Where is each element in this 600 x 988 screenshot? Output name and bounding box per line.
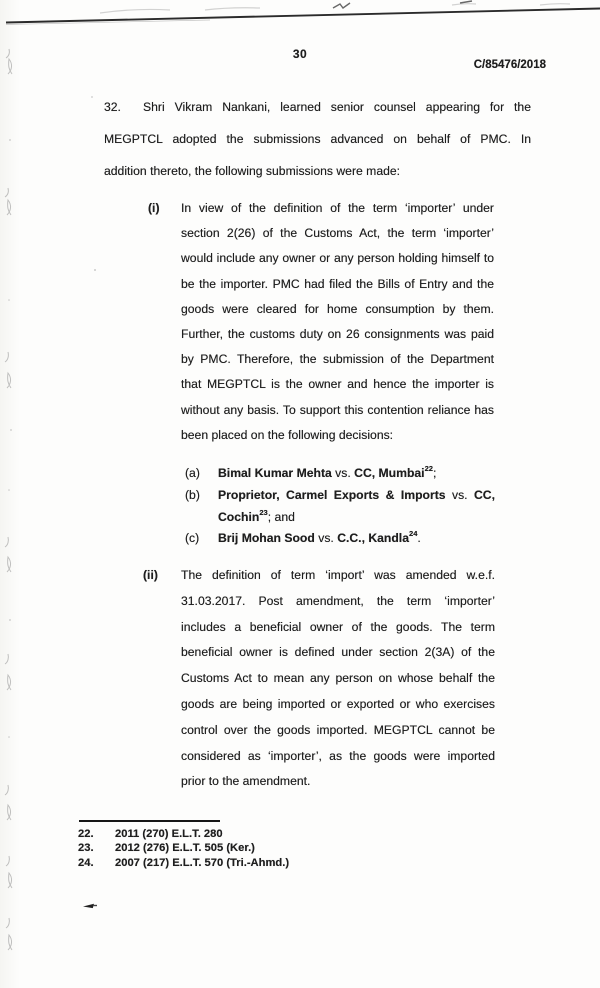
text-line: goods are being imported or exported or who exercises (181, 696, 495, 711)
footnote-ref: 23 (259, 507, 268, 517)
footnote-row (78, 827, 398, 841)
text-line: beneficial owner is defined under section 2(3A) of the (181, 645, 495, 660)
submission-item-i (148, 196, 494, 448)
text-line: Further, the customs duty on 26 consignments was paid (181, 327, 494, 342)
decision-list (185, 463, 495, 550)
decision-label: (c) (185, 531, 200, 546)
text-line: be the importer. PMC had filed the Bills of Entry and the (181, 276, 494, 291)
text-line: 31.03.2017. Post amendment, the term ‘importer’ (181, 593, 495, 608)
text-line: control over the goods imported. MEGPTCL cannot be (181, 722, 495, 737)
text-line (104, 91, 531, 123)
footnote-number: 24. (78, 856, 94, 869)
text-line: goods were cleared for home consumption by them. (181, 301, 494, 316)
text-line (218, 507, 495, 529)
text-line: prior to the amendment. (181, 774, 311, 789)
case-number: C/85476/2018 (473, 59, 546, 71)
scan-smudges-top (100, 4, 570, 13)
footnote-separator (79, 820, 220, 822)
decision-item-a (185, 463, 495, 485)
paragraph-32 (104, 91, 531, 187)
text-line: would include any owner or any person holding himself to (181, 251, 494, 266)
page-number: 30 (292, 47, 308, 61)
citation-suffix: . (417, 531, 421, 546)
scan-edge-line (6, 9, 600, 23)
text-line: The definition of term ‘import’ was amended w.e.f. (181, 568, 495, 582)
arrow-mark (83, 904, 97, 908)
text-line: addition thereto, the following submissions were made: (104, 164, 401, 178)
footnote-row (78, 841, 398, 855)
footnote-citation: 2011 (270) E.L.T. 280 (115, 828, 223, 840)
text-line: MEGPTCL adopted the submissions advanced on behalf of PMC. In (104, 132, 531, 146)
paragraph-number: 32. (104, 100, 121, 114)
citation-suffix: ; and (267, 509, 295, 524)
decision-label: (a) (185, 466, 200, 480)
party-name: Bimal Kumar Mehta (218, 466, 332, 480)
versus: vs. (451, 487, 468, 502)
text-line: section 2(26) of the Customs Act, the term ‘importer’ (181, 226, 494, 241)
text-line: Customs Act to mean any person on whose behalf the (181, 671, 495, 686)
text-line: without any basis. To support this contention reliance has (181, 402, 494, 417)
footnote-citation: 2012 (276) E.L.T. 505 (Ker.) (115, 842, 255, 855)
text-line: considered as ‘importer’, as the goods were imported (181, 748, 495, 763)
footnote-ref: 24 (408, 529, 418, 539)
decision-item-c (185, 528, 495, 550)
footnote-row (78, 856, 398, 870)
footnote-ref: 22 (424, 463, 434, 473)
text-line: been placed on the following decisions: (181, 427, 394, 442)
paragraph-text: Shri Vikram Nankani, learned senior counsel appearing for the (143, 100, 531, 114)
text-line: includes a beneficial owner of the goods. The term (181, 619, 495, 634)
versus: vs. (318, 531, 334, 546)
versus: vs. (335, 466, 351, 480)
scan-smudges-left-margin (5, 49, 12, 950)
party-name: Brij Mohan Sood (218, 531, 315, 546)
footnote-number: 22. (78, 828, 94, 840)
party-name: C.C., Kandla (337, 531, 409, 546)
party-name: Proprietor, Carmel Exports & Imports (218, 487, 446, 502)
decision-item-b (185, 485, 495, 529)
footnote-citation: 2007 (217) E.L.T. 570 (Tri.-Ahmd.) (115, 856, 290, 869)
text-line: by PMC. Therefore, the submission of the Department (181, 352, 494, 367)
item-label-ii: (ii) (143, 568, 158, 582)
text-line (218, 463, 495, 485)
text-line: that MEGPTCL is the owner and hence the importer is (181, 377, 494, 392)
text-line (218, 528, 495, 550)
footnotes-section (78, 820, 398, 870)
decision-label: (b) (185, 487, 200, 502)
scan-specks (8, 96, 96, 738)
citation-suffix: ; (433, 466, 437, 480)
text-line (218, 485, 495, 507)
scan-marks-top (333, 1, 472, 8)
party-name: CC, (474, 487, 495, 502)
text-line: In view of the definition of the term ‘importer’ under (181, 201, 494, 215)
party-name: Cochin (218, 509, 260, 524)
submission-item-ii (143, 563, 495, 795)
item-label-i: (i) (148, 201, 160, 215)
footnote-number: 23. (78, 842, 94, 855)
party-name: CC, Mumbai (354, 466, 425, 480)
